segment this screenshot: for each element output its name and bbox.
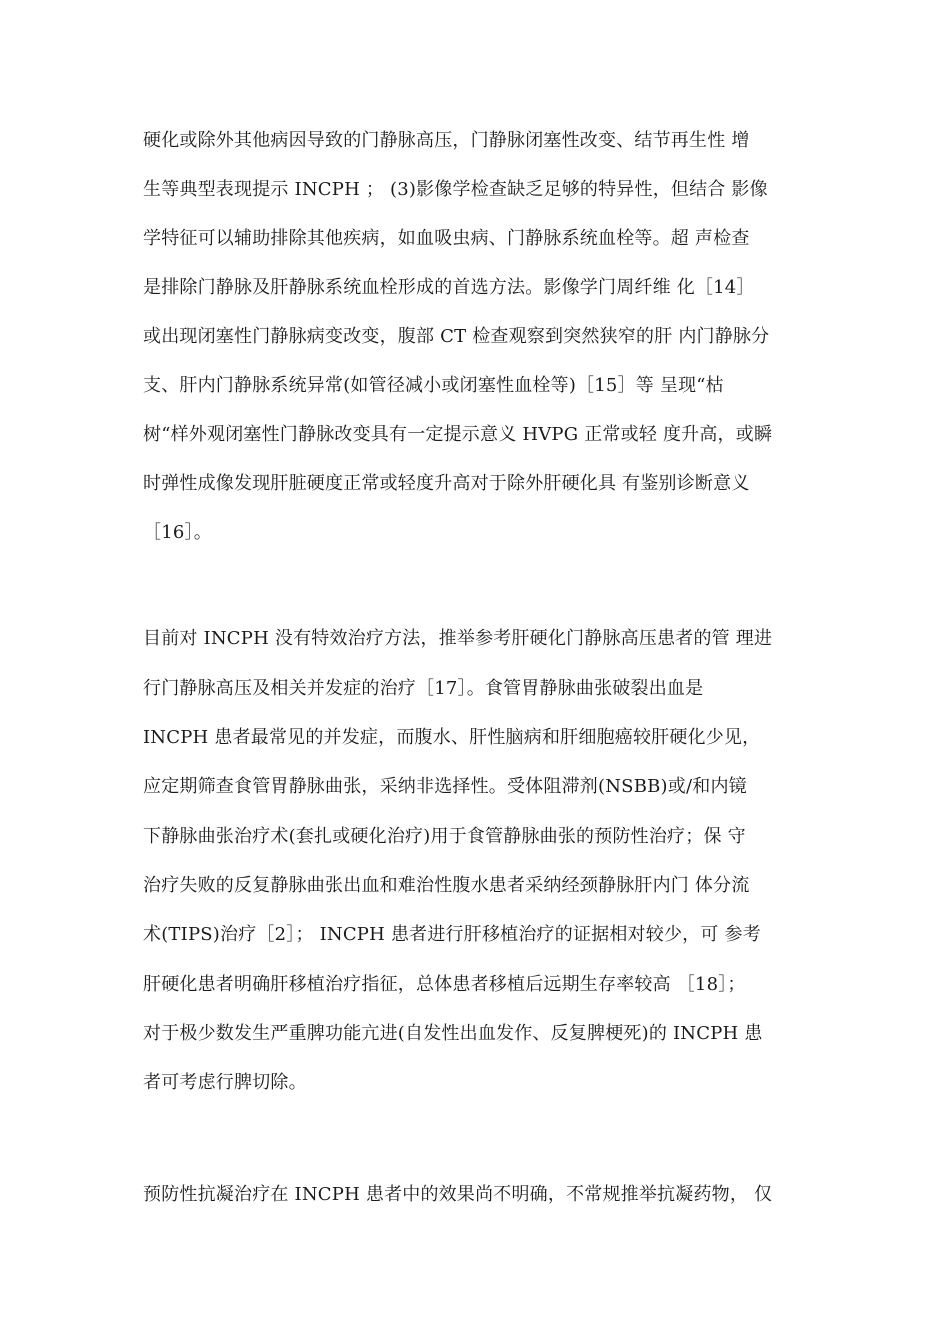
text-line: 预防性抗凝治疗在 INCPH 患者中的效果尚不明确，不常规推举抗凝药物， 仅 — [143, 1184, 773, 1205]
text-line: 下静脉曲张治疗术(套扎或硬化治疗)用于食管静脉曲张的预防性治疗；保 守 — [143, 826, 746, 847]
text-line: 肝硬化患者明确肝移植治疗指征，总体患者移植后远期生存率较高 ［18］； — [143, 974, 746, 995]
text-line: 者可考虑行脾切除。 — [143, 1072, 307, 1093]
text-line: 支、肝内门静脉系统异常(如管径减小或闭塞性血栓等)［15］等 呈现“枯 — [143, 375, 724, 396]
text-line: 术(TIPS)治疗［2］； INCPH 患者进行肝移植治疗的证据相对较少，可 参考 — [143, 924, 761, 945]
text-line: 生等典型表现提示 INCPH ； (3)影像学检查缺乏足够的特异性，但结合 影像 — [143, 179, 768, 200]
text-line: 治疗失败的反复静脉曲张出血和难治性腹水患者采纳经颈静脉肝内门 体分流 — [143, 875, 750, 896]
text-line: 学特征可以辅助排除其他疾病，如血吸虫病、门静脉系统血栓等。超 声检查 — [143, 228, 750, 249]
text-line: 对于极少数发生严重脾功能亢进(自发性出血发作、反复脾梗死)的 INCPH 患 — [143, 1023, 763, 1044]
text-line: 树“样外观闭塞性门静脉改变具有一定提示意义 HVPG 正常或轻 度升高，或瞬 — [143, 424, 773, 445]
text-line: 行门静脉高压及相关并发症的治疗［17］。食管胃静脉曲张破裂出血是 — [143, 678, 704, 699]
text-line: ［16］。 — [143, 522, 212, 543]
text-line: 时弹性成像发现肝脏硬度正常或轻度升高对于除外肝硬化具 有鉴别诊断意义 — [143, 473, 750, 494]
text-line: 或出现闭塞性门静脉病变改变，腹部 CT 检查观察到突然狭窄的肝 内门静脉分 — [143, 326, 770, 347]
text-line: INCPH 患者最常见的并发症，而腹水、肝性脑病和肝细胞癌较肝硬化少见， — [143, 727, 761, 748]
text-line: 目前对 INCPH 没有特效治疗方法，推举参考肝硬化门静脉高压患者的管 理进 — [143, 628, 773, 649]
text-line: 是排除门静脉及肝静脉系统血栓形成的首选方法。影像学门周纤维 化［14］ — [143, 277, 755, 298]
text-line: 应定期筛查食管胃静脉曲张，采纳非选择性。受体阻滞剂(NSBB)或/和内镜 — [143, 776, 747, 797]
text-line: 硬化或除外其他病因导致的门静脉高压，门静脉闭塞性改变、结节再生性 增 — [143, 130, 750, 151]
